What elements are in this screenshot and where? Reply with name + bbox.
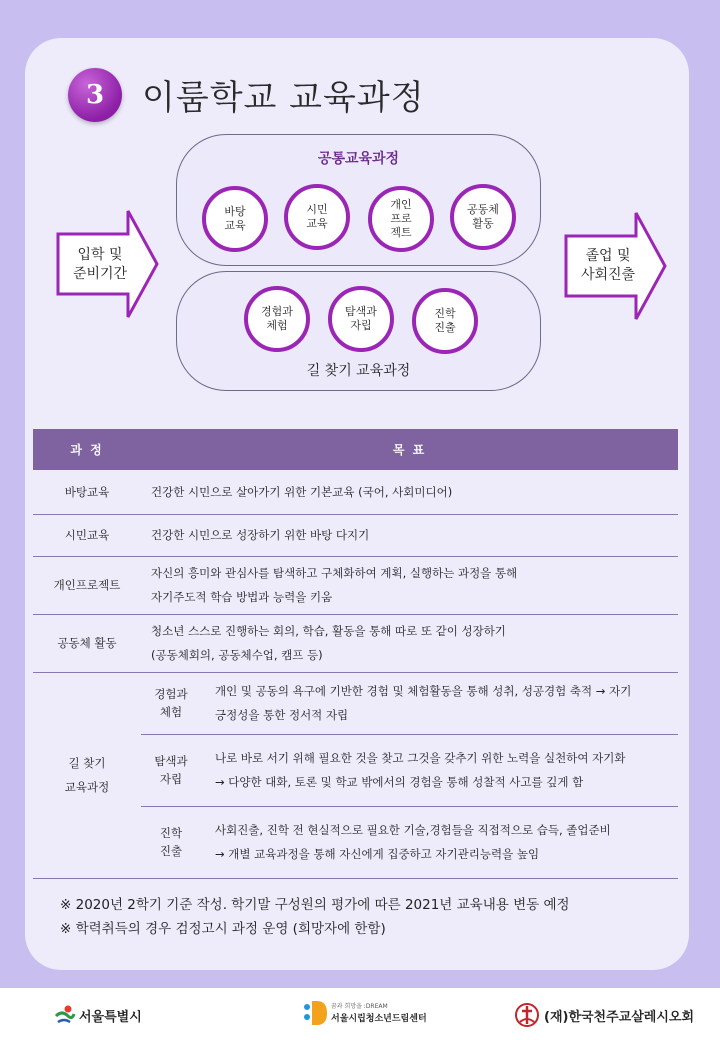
bubble-text: 교육 (224, 219, 246, 232)
table-row (33, 470, 678, 514)
goal-line: 개인 및 공동의 욕구에 기반한 경험 및 체험활동을 통해 성취, 성공경험 축적 → 자기 (215, 684, 632, 698)
bubble-text: 체험 (266, 319, 288, 332)
path-curriculum-label: 길 찾기 교육과정 (306, 363, 411, 379)
sub-course-line: 자립 (159, 772, 183, 786)
exit-label-line: 사회진출 (580, 267, 636, 283)
bubble-text: 프로 (390, 212, 412, 225)
curriculum-goals-table (33, 429, 678, 879)
sub-goal (201, 806, 678, 878)
row-goal (141, 514, 678, 556)
dream-center-logo (303, 998, 427, 1028)
sub-course (141, 806, 201, 878)
note-schedule: ※ 2020년 2학기 기준 작성. 학기말 구성원의 평가에 따른 2021년 교육내용 변동 예정 (60, 897, 570, 913)
goal-line: 자기주도적 학습 방법과 능력을 키움 (151, 590, 333, 604)
bubble-text: 바탕 (224, 205, 246, 218)
entry-label (60, 246, 140, 284)
course-line: 길 찾기 (68, 756, 106, 770)
page-title: 이룸학교 교육과정 (142, 78, 425, 118)
bubble-personal-project (368, 186, 434, 252)
sub-goal (201, 734, 678, 806)
bubble-text: 젝트 (390, 226, 412, 239)
bubble-text: 진출 (434, 321, 456, 334)
goal-line: 긍정성을 통한 정서적 자립 (215, 708, 349, 722)
bubble-community-activity (450, 184, 516, 250)
entry-label-line: 입학 및 (77, 247, 123, 263)
exit-label-line: 졸업 및 (585, 248, 631, 264)
section-number: 3 (85, 80, 105, 110)
seoul-logo (54, 1004, 142, 1026)
row-goal (141, 470, 678, 514)
sub-course (141, 734, 201, 806)
goal-line: 자신의 흥미와 관심사를 탐색하고 구체화하여 계획, 실행하는 과정을 통해 (151, 566, 518, 580)
common-curriculum-label: 공통교육과정 (317, 151, 400, 167)
sub-course-line: 체험 (159, 705, 183, 719)
goal-line: 사회진출, 진학 전 현실적으로 필요한 기술,경험들을 직접적으로 습득, 졸업준비 (215, 823, 611, 837)
sub-course-line: 탐색과 (154, 754, 188, 768)
section-number-badge (68, 68, 122, 122)
goal-line: 건강한 시민으로 성장하기 위한 바탕 다지기 (151, 528, 370, 542)
bubble-basic-education (202, 186, 268, 252)
row-goal (141, 614, 678, 672)
sub-course-line: 경험과 (154, 687, 188, 701)
dream-d-icon (303, 998, 329, 1028)
table-row (33, 514, 678, 556)
goal-line: → 다양한 대화, 토론 및 학교 밖에서의 경험을 통해 성찰적 사고를 깊게 함 (215, 775, 584, 789)
row-course: 개인프로젝트 (33, 556, 141, 614)
goal-line: 건강한 시민으로 살아가기 위한 기본교육 (국어, 사회미디어) (151, 484, 453, 499)
bubble-text: 진학 (434, 307, 456, 320)
goal-line: 청소년 스스로 진행하는 회의, 학습, 활동을 통해 따로 또 같이 성장하기 (151, 624, 506, 638)
bubble-advancement (412, 288, 478, 354)
row-goal (141, 556, 678, 614)
bubble-text: 개인 (390, 198, 412, 211)
course-line: 교육과정 (64, 780, 110, 794)
bubble-civic-education (284, 184, 350, 250)
bubble-text: 경험과 (261, 305, 293, 318)
sub-course-line: 진학 (159, 826, 183, 840)
salesian-emblem-icon (514, 1002, 540, 1028)
bubble-text: 탐색과 (345, 305, 377, 318)
entry-label-line: 준비기간 (72, 266, 128, 282)
sub-course (141, 672, 201, 734)
row-course: 시민교육 (33, 514, 141, 556)
goal-line: 나로 바로 서기 위해 필요한 것을 찾고 그것을 갖추기 위한 노력을 실천하여 자기화 (215, 751, 626, 765)
bubble-text: 시민 (306, 203, 328, 216)
table-row (33, 614, 678, 672)
sub-course-line: 진출 (159, 844, 183, 858)
bubble-exploration (328, 286, 394, 352)
footer (0, 988, 720, 1040)
goal-line: → 개별 교육과정을 통해 자신에게 집중하고 자기관리능력을 높임 (215, 847, 540, 861)
dream-center-text: 서울시립청소년드림센터 (331, 1014, 427, 1024)
seoul-logo-text: 서울특별시 (79, 1009, 142, 1025)
row-course: 바탕교육 (33, 470, 141, 514)
bubble-text: 공동체 (467, 203, 499, 216)
exit-label (568, 247, 648, 285)
header-goal: 목 표 (141, 429, 678, 470)
goal-line: (공동체회의, 공동체수업, 캠프 등) (151, 648, 323, 662)
row-course-path (33, 672, 141, 878)
bubble-text: 활동 (472, 217, 494, 230)
table-row (33, 556, 678, 614)
note-exam: ※ 학력취득의 경우 검정고시 과정 운영 (희망자에 한함) (60, 921, 386, 937)
row-course: 공동체 활동 (33, 614, 141, 672)
table-header-row (33, 429, 678, 470)
seoul-symbol-icon (54, 1004, 76, 1026)
bubble-text: 교육 (306, 217, 328, 230)
table-row (33, 672, 678, 734)
bubble-text: 자립 (350, 319, 372, 332)
header-course: 과 정 (33, 429, 141, 470)
salesian-logo (514, 1002, 694, 1028)
dream-center-tagline: 꿈과 희망을 :DREAM (331, 1003, 388, 1010)
salesian-logo-text: (재)한국천주교살레시오회 (544, 1009, 695, 1025)
bubble-experience (244, 286, 310, 352)
sub-goal (201, 672, 678, 734)
